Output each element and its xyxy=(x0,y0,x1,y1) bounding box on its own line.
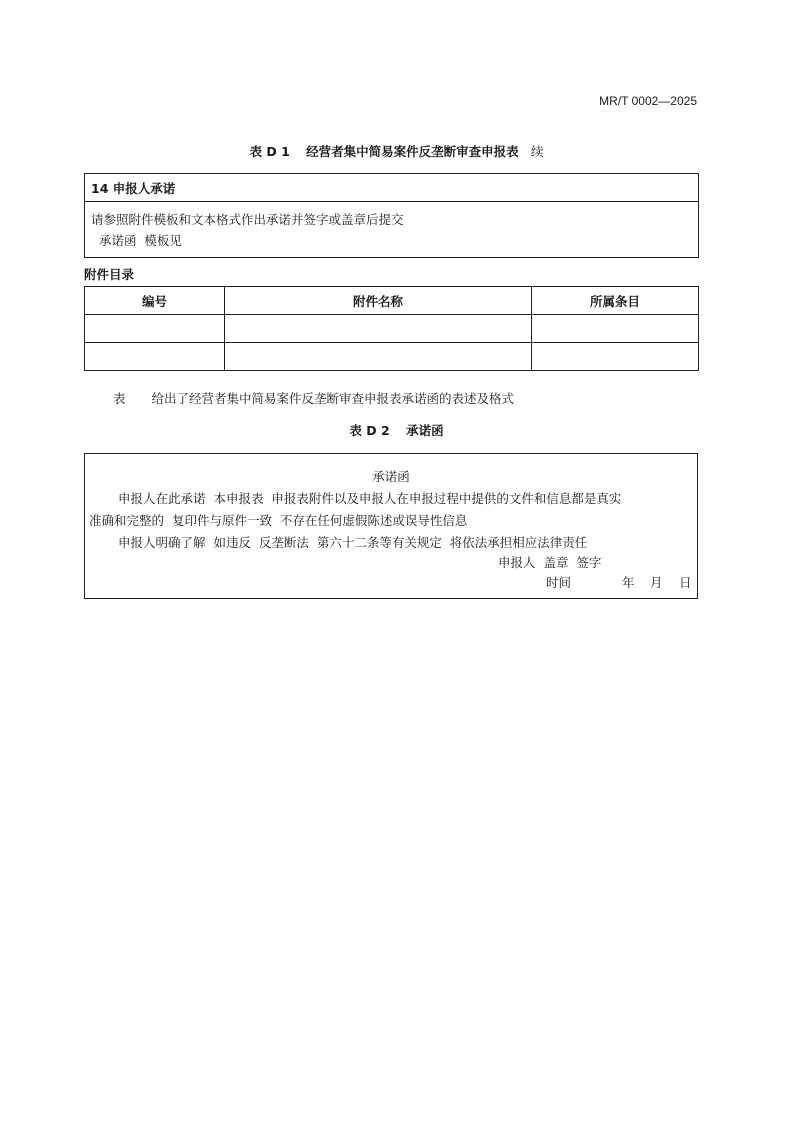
column-header: 所属条目 xyxy=(532,287,699,315)
paragraph-text: 给出了经营者集中简易案件反垄断审查申报表承诺函的表述及格式 xyxy=(151,391,515,406)
table-cell xyxy=(85,343,225,371)
table-row xyxy=(85,343,699,371)
description-paragraph xyxy=(113,389,514,407)
table-cell xyxy=(85,315,225,343)
document-code: MR/T 0002—2025 xyxy=(599,94,697,108)
commitment-section-table xyxy=(84,173,699,258)
letter-title: 承诺函 xyxy=(372,469,410,484)
column-header: 附件名称 xyxy=(225,287,532,315)
table-cell xyxy=(225,343,532,371)
table-cell xyxy=(532,315,699,343)
section-body xyxy=(85,202,699,258)
table-cell xyxy=(225,315,532,343)
caption-title: 经营者集中简易案件反垄断审查申报表 xyxy=(306,144,519,159)
date-year: 年 xyxy=(622,575,635,590)
signer-line: 申报人 盖章 签字 xyxy=(498,555,602,570)
date-label: 时间 xyxy=(546,575,572,590)
section-body-line2: 承诺函 模板见 xyxy=(91,233,182,248)
date-month: 月 xyxy=(650,575,663,590)
attachments-table xyxy=(84,286,699,371)
caption-prefix: 表 D 2 xyxy=(349,423,390,438)
caption-suffix: 续 xyxy=(531,144,544,159)
date-day: 日 xyxy=(679,575,692,590)
letter-line: 申报人明确了解 如违反 反垄断法 第六十二条等有关规定 将依法承担相应法律责任 xyxy=(118,535,588,550)
table-d2-caption xyxy=(0,421,793,439)
caption-prefix: 表 D 1 xyxy=(249,144,290,159)
attachments-title: 附件目录 xyxy=(84,267,135,282)
table-d1-caption xyxy=(0,142,793,160)
table-row xyxy=(85,315,699,343)
letter-line: 准确和完整的 复印件与原件一致 不存在任何虚假陈述或误导性信息 xyxy=(89,513,468,528)
section-label: 14 申报人承诺 xyxy=(85,174,699,202)
caption-title: 承诺函 xyxy=(406,423,444,438)
paragraph-lead: 表 xyxy=(113,391,126,406)
letter-line: 申报人在此承诺 本申报表 申报表附件以及申报人在申报过程中提供的文件和信息都是真实 xyxy=(118,491,622,506)
commitment-letter-box xyxy=(84,453,698,599)
section-body-line1: 请参照附件模板和文本格式作出承诺并签字或盖章后提交 xyxy=(91,212,404,227)
table-cell xyxy=(532,343,699,371)
column-header: 编号 xyxy=(85,287,225,315)
